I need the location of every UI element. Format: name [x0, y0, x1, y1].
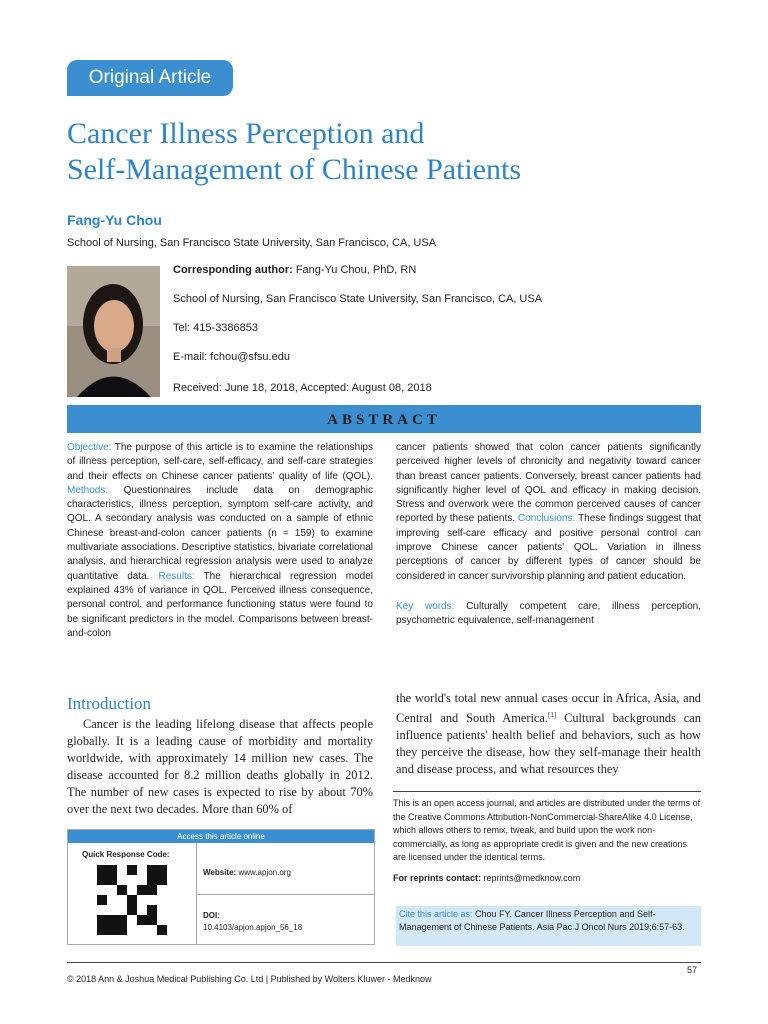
objective-text: The purpose of this article is to examine the relationships of illness perception, self-care, self-efficacy, and self-care strategies and their effects on Chinese cancer patients' quality of life (QOL).: [67, 442, 373, 482]
corr-tel: Tel: 415-3386853: [173, 322, 259, 334]
website-label: Website:: [203, 868, 237, 877]
reprints: [393, 872, 701, 886]
article-title: [67, 116, 707, 188]
intro-right-part2: Cultural backgrounds can influence patients' health belief and behaviors, such as how they perceive the disease, how they self-manage their health and disease process, and what resources they: [396, 711, 701, 777]
title-line-1: Cancer Illness Perception and: [67, 117, 425, 150]
qr-code-icon[interactable]: [97, 865, 167, 935]
results-label: Results:: [158, 570, 195, 582]
received-dates: Received: June 18, 2018, Accepted: August 08, 2018: [173, 382, 432, 394]
reprints-label: For reprints contact:: [393, 872, 482, 883]
access-box: [67, 829, 375, 945]
qr-label: Quick Response Code:: [82, 850, 170, 859]
citation-box: [396, 906, 701, 946]
page-number: 57: [687, 965, 698, 975]
abstract-left-column: [67, 441, 373, 641]
cite-text: Chou FY. Cancer Illness Perception and Self-Management of Chinese Patients. Asia Pac J Oncol Nurs 2019;6:57-63.: [399, 909, 685, 932]
objective-label: Objective:: [67, 442, 112, 453]
methods-text: Questionnaires include data on demographic characteristics, illness perception, symptom self-care activity, and QOL. A secondary analysis was conducted on a sample of ethnic Chinese breast-and-colon cancer patients (n = 159) to examine multivariate associations. Descriptive statistics, bivariate correlational analysis, and hierarchical regression analysis were used to analyze quantitative data.: [67, 484, 373, 582]
reprints-email[interactable]: reprints@medknow.com: [481, 872, 581, 883]
keywords-text: Culturally competent care, illness perception, psychometric equivalence, self-management: [396, 600, 702, 627]
doi-label: DOI:: [203, 911, 220, 920]
results-text: The hierarchical regression model explained 43% of variance in QOL. Perceived illness consequence, personal control, and performance functioning status were found to be significant predictors in the model. Comparisons between breast-and-colon: [67, 570, 373, 639]
cite-label: Cite this article as:: [399, 909, 473, 919]
footer-copyright: © 2018 Ann & Joshua Medical Publishing Co. Ltd | Published by Wolters Kluwer - Medknow: [67, 974, 432, 984]
abstract-right-column: [396, 441, 701, 629]
intro-left-text: Cancer is the leading lifelong disease that affects people globally. It is a leading cause of morbidity and mortality worldwide, with approximately 14 million new cases. The disease accounted for 8.2 million deaths globally in 2012. The number of new cases is expected to rise by about 70% over the next two decades. More than 60% of: [67, 717, 373, 816]
intro-right-text: [396, 690, 701, 778]
citation-ref[interactable]: [1]: [548, 711, 557, 719]
conclusions-text: These findings suggest that improving self-care efficacy and positive personal control can improve Chinese cancer patients' QOL. Variation in illness perceptions of cancer by different types of cancer should be considered in cancer survivorship planning and patient education.: [396, 513, 701, 582]
introduction-heading: Introduction: [67, 694, 152, 713]
corr-affiliation: School of Nursing, San Francisco State University, San Francisco, CA, USA: [173, 293, 543, 305]
abstract-heading: ABSTRACT: [67, 405, 701, 433]
corresponding-author: [173, 264, 416, 276]
author-name: Fang-Yu Chou: [67, 212, 162, 228]
footer-divider: [67, 962, 701, 963]
author-affiliation: School of Nursing, San Francisco State University, San Francisco, CA, USA: [67, 237, 437, 249]
corr-name: Fang-Yu Chou, PhD, RN: [292, 264, 417, 276]
keywords-label: Key words:: [396, 600, 455, 612]
license-text: This is an open access journal, and articles are distributed under the terms of the Creative Commons Attribution-NonCommercial-ShareAlike 4.0 License, which allows others to remix, tweak, and build upon the work non-commercially, as long as appropriate credit is given and the new creations are licensed under the identical terms.: [393, 798, 701, 862]
website[interactable]: [203, 868, 291, 877]
author-photo: [67, 266, 160, 397]
doi-value[interactable]: 10.4103/apjon.apjon_56_18: [203, 923, 303, 932]
intro-right-part1: the world's total new annual cases occur in Africa, Asia, and Central and South America.: [396, 691, 701, 726]
conclusions-label: Conclusions:: [515, 513, 576, 525]
doi: [203, 910, 302, 934]
corr-label: Corresponding author:: [173, 264, 293, 276]
title-line-2: Self-Management of Chinese Patients: [67, 153, 522, 186]
keywords: [396, 600, 701, 629]
website-url[interactable]: www.apjon.org: [236, 868, 291, 877]
access-box-heading: Access this article online: [68, 830, 374, 843]
results-text-cont: cancer patients showed that colon cancer patients significantly perceived higher levels of chronicity and negativity toward cancer than breast cancer patients. Conversely, breast cancer patients had significantly higher level of QOL and efficacy in making decision. Stress and overwork were the common perceived causes of cancer reported by these patients.: [396, 442, 701, 525]
article-type-badge: Original Article: [67, 60, 233, 96]
license-note: [393, 791, 701, 885]
access-divider-horizontal: [196, 894, 374, 895]
corr-email[interactable]: E-mail: fchou@sfsu.edu: [173, 351, 290, 363]
author-photo-image: [67, 266, 160, 397]
methods-label: Methods:: [67, 484, 109, 496]
